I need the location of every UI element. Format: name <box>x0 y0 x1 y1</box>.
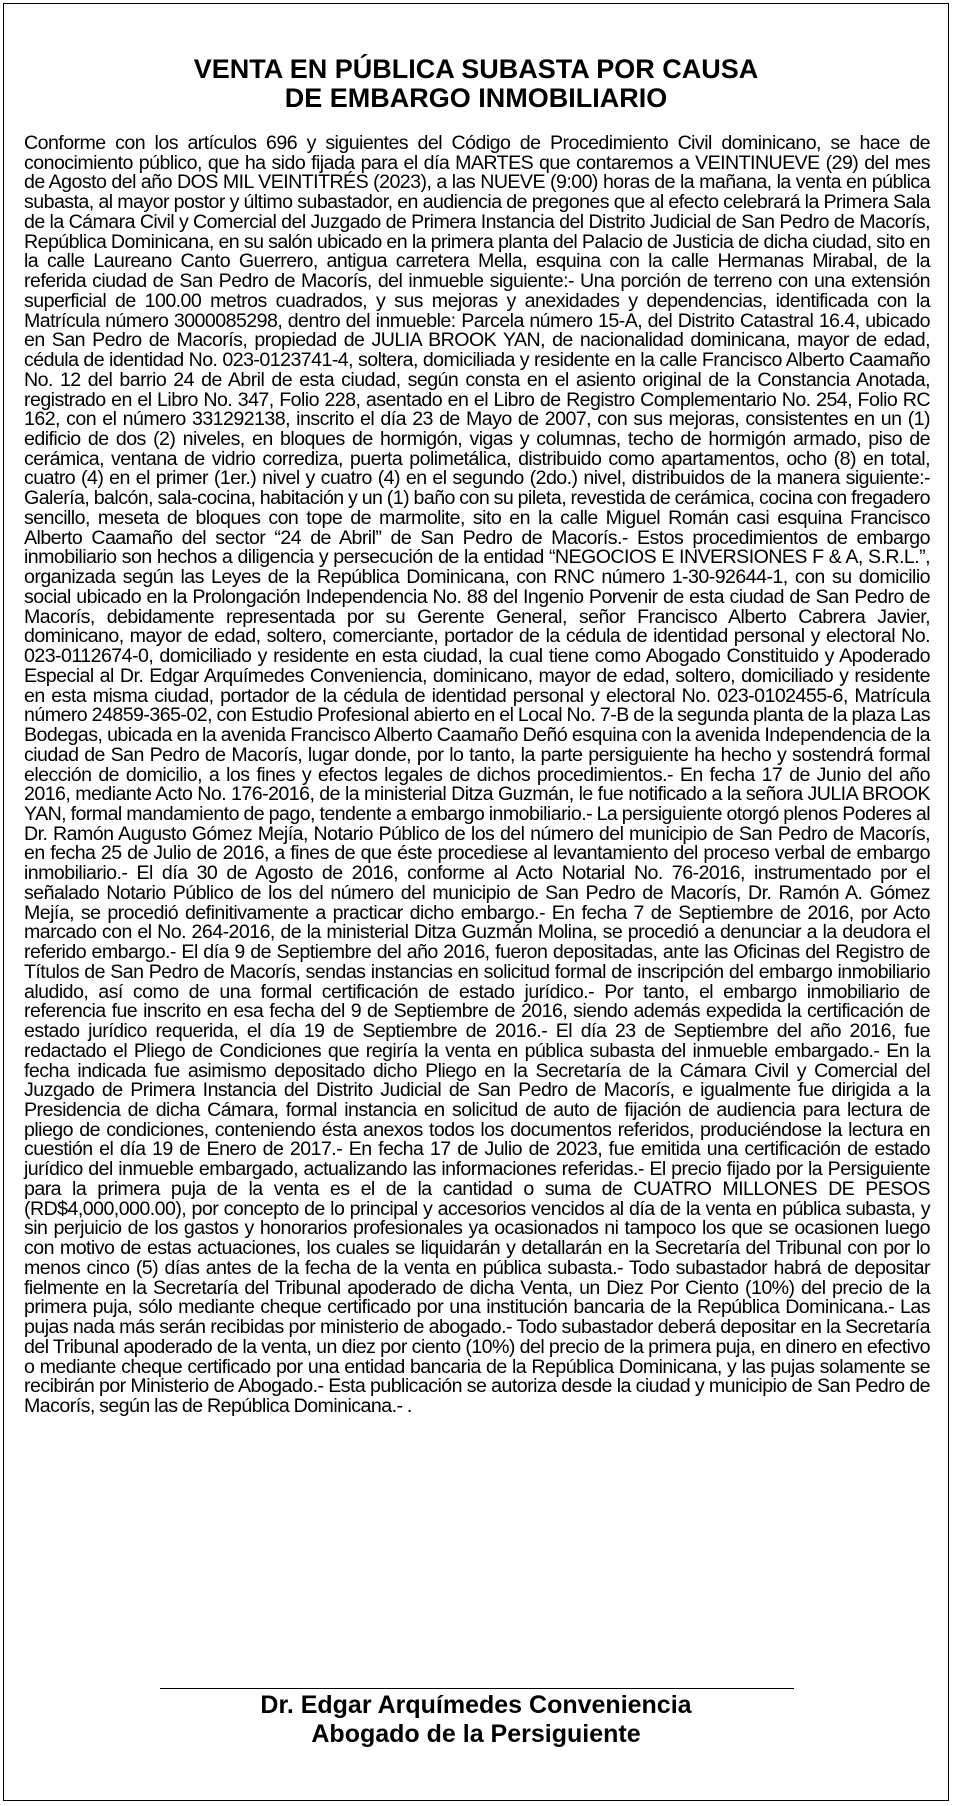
signature-block <box>4 1691 948 1749</box>
legal-notice <box>3 3 949 1801</box>
signature-line <box>160 1688 794 1689</box>
signature-name: Dr. Edgar Arquímedes Conveniencia <box>260 1691 692 1719</box>
notice-title <box>4 55 948 113</box>
notice-title-line-1: VENTA EN PÚBLICA SUBASTA POR CAUSA <box>193 54 759 84</box>
notice-title-line-2: DE EMBARGO INMOBILIARIO <box>284 83 668 113</box>
signature-role: Abogado de la Persiguiente <box>311 1720 641 1748</box>
notice-body: Conforme con los artículos 696 y siguientes del Código de Procedimiento Civil dominicano, se hace de conocimiento público, que ha sido fijada para el día MARTES que contaremos a VEINTINUEVE (29) del mes de Agosto del año DOS MIL VEINTITRÉS (2023), a las NUEVE (9:00) horas de la mañana, la venta en pública subasta, al mayor postor y último subastador, en audiencia de pregones que al efecto celebrará la Primera Sala de la Cámara Civil y Comercial del Juzgado de Primera Instancia del Distrito Judicial de San Pedro de Macorís, República Dominicana, en su salón ubicado en la primera planta del Palacio de Justicia de dicha ciudad, sito en la calle Laureano Canto Guerrero, antigua carretera Mella, esquina con la calle Hermanas Mirabal, de la referida ciudad de San Pedro de Macorís, del inmueble siguiente:- Una porción de terreno con una extensión superficial de 100.00 metros cuadrados, y sus mejoras y anexidades y dependencias, identificada con la Matrícula número 3000085298, dentro del inmueble: Parcela número 15-A, del Distrito Catastral 16.4, ubicado en San Pedro de Macorís, propiedad de JULIA BROOK YAN, de nacionalidad dominicana, mayor de edad, cédula de identidad No. 023-0123741-4, soltera, domiciliada y residente en la calle Francisco Alberto Caamaño No. 12 del barrio 24 de Abril de esta ciudad, según consta en el asiento original de la Constancia Anotada, registrado en el Libro No. 347, Folio 228, asentado en el Libro de Registro Complementario No. 254, Folio RC 162, con el número 331292138, inscrito el día 23 de Mayo de 2007, con sus mejoras, consistentes en un (1) edificio de dos (2) niveles, en bloques de hormigón, vigas y columnas, techo de hormigón armado, piso de cerámica, ventana de vidrio corrediza, puerta polimetálica, distribuido como apartamentos, ocho (8) en total, cuatro (4) en el primer (1er.) nivel y cuatro (4) en el segundo (2do.) nivel, distribuidos de la manera siguiente:- Galería, balcón, sala-cocina, habitación y un (1) baño con su pileta, revestida de cerámica, cocina con fregadero sencillo, meseta de bloques con tope de marmolite, sito en la calle Miguel Román casi esquina Francisco Alberto Caamaño del sector “24 de Abril” de San Pedro de Macorís.- Estos procedimientos de embargo inmobiliario son hechos a diligencia y persecución de la entidad “NEGOCIOS E INVERSIONES F & A, S.R.L.”, organizada según las Leyes de la República Dominicana, con RNC número 1-30-92644-1, con su domicilio social ubicado en la Prolongación Independencia No. 88 del Ingenio Porvenir de esta ciudad de San Pedro de Macorís, debidamente representada por su Gerente General, señor Francisco Alberto Cabrera Javier, dominicano, mayor de edad, soltero, comerciante, portador de la cédula de identidad personal y electoral No. 023-0112674-0, domiciliado y residente en esta ciudad, la cual tiene como Abogado Constituido y Apoderado Especial al Dr. Edgar Arquímedes Conveniencia, dominicano, mayor de edad, soltero, domiciliado y residente en esta misma ciudad, portador de la cédula de identidad personal y electoral No. 023-0102455-6, Matrícula número 24859-365-02, con Estudio Profesional abierto en el Local No. 7-B de la segunda planta de la plaza Las Bodegas, ubicada en la avenida Francisco Alberto Caamaño Deñó esquina con la avenida Independencia de la ciudad de San Pedro de Macorís, lugar donde, por lo tanto, la parte persiguiente ha hecho y sostendrá formal elección de domicilio, a los fines y efectos legales de dichos procedimientos.- En fecha 17 de Junio del año 2016, mediante Acto No. 176-2016, de la ministerial Ditza Guzmán, le fue notificado a la señora JULIA BROOK YAN, formal mandamiento de pago, tendente a embargo inmobiliario.- La persiguiente otorgó plenos Poderes al Dr. Ramón Augusto Gómez Mejía, Notario Público de los del número del municipio de San Pedro de Macorís, en fecha 25 de Julio de 2016, a fines de que éste procediese al levantamiento del proceso verbal de embargo inmobiliario.- El día 30 de Agosto de 2016, conforme al Acto Notarial No. 76-2016, instrumentado por el señalado Notario Público de los del número del municipio de San Pedro de Macorís, Dr. Ramón A. Gómez Mejía, se procedió definitivamente a practicar dicho embargo.- En fecha 7 de Septiembre de 2016, por Acto marcado con el No. 264-2016, de la ministerial Ditza Guzmán Molina, se procedió a denunciar a la deudora el referido embargo.- El día 9 de Septiembre del año 2016, fueron depositadas, ante las Oficinas del Registro de Títulos de San Pedro de Macorís, sendas instancias en solicitud formal de inscripción del embargo inmobiliario aludido, así como de una formal certificación de estado jurídico.- Por tanto, el embargo inmobiliario de referencia fue inscrito en esa fecha del 9 de Septiembre de 2016, siendo además expedida la certificación de estado jurídico requerida, el día 19 de Septiembre de 2016.- El día 23 de Septiembre del año 2016, fue redactado el Pliego de Condiciones que regiría la venta en pública subasta del inmueble embargado.- En la fecha indicada fue asimismo depositado dicho Pliego en la Secretaría de la Cámara Civil y Comercial del Juzgado de Primera Instancia del Distrito Judicial de San Pedro de Macorís, e igualmente fue dirigida a la Presidencia de dicha Cámara, formal instancia en solicitud de auto de fijación de audiencia para lectura de pliego de condiciones, conteniendo ésta anexos todos los documentos referidos, produciéndose la lectura en cuestión el día 19 de Enero de 2017.- En fecha 17 de Julio de 2023, fue emitida una certificación de estado jurídico del inmueble embargado, actualizando las informaciones referidas.- El precio fijado por la Persiguiente para la primera puja de la venta es el de la cantidad o suma de CUATRO MILLONES DE PESOS (RD$4,000,000.00), por concepto de lo principal y accesorios vencidos al día de la venta en pública subasta, y sin perjuicio de los gastos y honorarios profesionales ya ocasionados ni tampoco los que se ocasionen luego con motivo de estas actuaciones, los cuales se liquidarán y detallarán en la Secretaría del Tribunal con por lo menos cinco (5) días antes de la fecha de la venta en pública subasta.- Todo subastador habrá de depositar fielmente en la Secretaría del Tribunal apoderado de dicha Venta, un Diez Por Ciento (10%) del precio de la primera puja, sólo mediante cheque certificado por una institución bancaria de la República Dominicana.- Las pujas nada más serán recibidas por ministerio de abogado.- Todo subastador deberá depositar en la Secretaría del Tribunal apoderado de la venta, un diez por ciento (10%) del precio de la primera puja, en dinero en efectivo o mediante cheque certificado por una entidad bancaria de la República Dominicana, y las pujas solamente se recibirán por Ministerio de Abogado.- Esta publicación se autoriza desde la ciudad y municipio de San Pedro de Macorís, según las de República Dominicana.- . <box>24 132 930 1417</box>
